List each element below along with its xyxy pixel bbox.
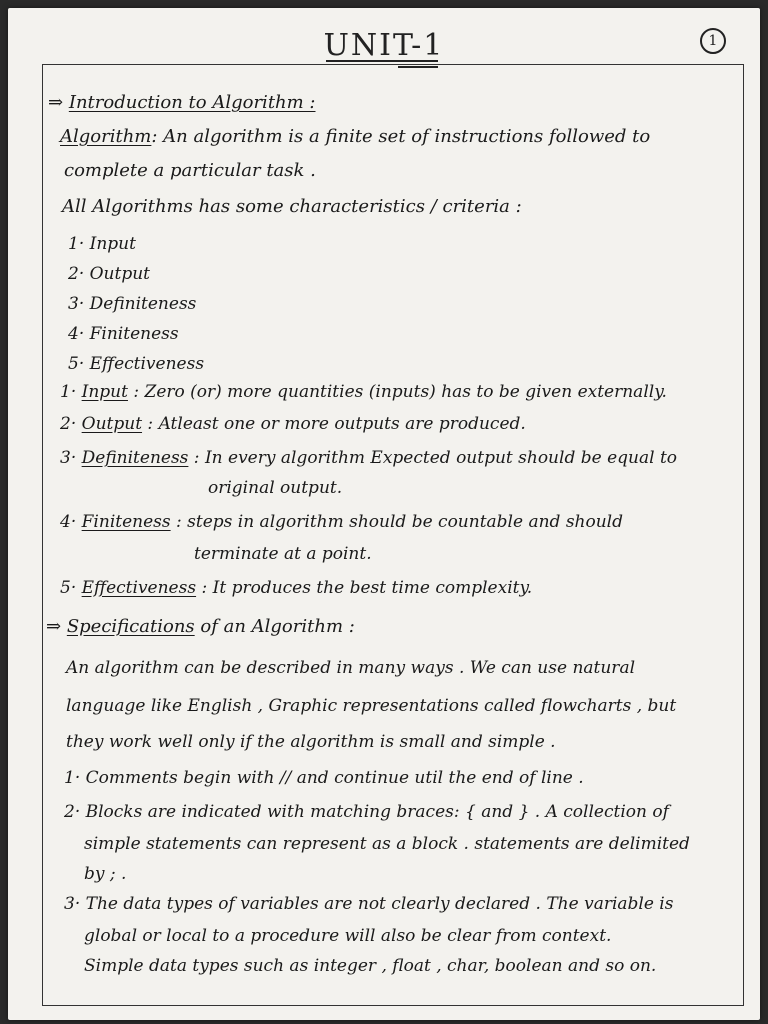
detail-output xyxy=(60,414,526,434)
specs-paragraph-line: they work well only if the algorithm is small and simple . xyxy=(66,732,556,752)
definition-term: Algorithm xyxy=(60,126,152,147)
page-number: 1 xyxy=(700,28,726,54)
detail-effectiveness xyxy=(60,578,532,598)
detail-continuation: original output. xyxy=(208,478,343,498)
detail-input xyxy=(60,382,667,402)
spec-item-continuation: Simple data types such as integer , float , char, boolean and so on. xyxy=(84,956,657,976)
specs-paragraph-line: language like English , Graphic representations called flowcharts , but xyxy=(66,696,677,716)
specs-heading-term: Specifications xyxy=(66,616,195,637)
detail-text: : steps in algorithm should be countable and should xyxy=(170,512,623,532)
specs-paragraph-line: An algorithm can be described in many ways . We can use natural xyxy=(66,658,636,678)
characteristics-heading: All Algorithms has some characteristics / criteria : xyxy=(62,196,522,217)
detail-number: 3· xyxy=(60,448,77,468)
detail-text: : Atleast one or more outputs are produced. xyxy=(142,414,526,434)
detail-text: : In every algorithm Expected output should be equal to xyxy=(188,448,678,468)
detail-definiteness xyxy=(60,448,677,468)
detail-number: 2· xyxy=(60,414,77,434)
specs-heading-rest: of an Algorithm : xyxy=(194,616,355,637)
spec-item-continuation: simple statements can represent as a block . statements are delimited xyxy=(84,834,690,854)
page-title: UNIT-1 xyxy=(323,28,445,63)
title-underline xyxy=(326,60,438,62)
detail-number: 1· xyxy=(60,382,77,402)
detail-term: Output xyxy=(81,414,143,434)
spec-item-blocks: 2· Blocks are indicated with matching braces: { and } . A collection of xyxy=(64,802,669,822)
list-item: 4· Finiteness xyxy=(68,324,179,344)
detail-number: 4· xyxy=(60,512,77,532)
detail-term: Input xyxy=(81,382,128,402)
spec-item-continuation: by ; . xyxy=(84,864,127,884)
detail-finiteness xyxy=(60,512,623,532)
intro-heading xyxy=(48,92,316,113)
definition-continuation: complete a particular task . xyxy=(64,160,316,181)
arrow-icon: ⇒ xyxy=(48,92,64,113)
spec-item-comments: 1· Comments begin with // and continue util the end of line . xyxy=(64,768,584,788)
arrow-icon: ⇒ xyxy=(46,616,62,637)
specs-heading xyxy=(46,616,355,637)
notebook-page xyxy=(8,8,760,1020)
spec-item-datatypes: 3· The data types of variables are not clearly declared . The variable is xyxy=(64,894,674,914)
list-item: 5· Effectiveness xyxy=(68,354,205,374)
detail-term: Definiteness xyxy=(81,448,189,468)
detail-continuation: terminate at a point. xyxy=(194,544,372,564)
definition-text: : An algorithm is a finite set of instructions followed to xyxy=(151,126,651,147)
detail-term: Finiteness xyxy=(81,512,171,532)
spec-item-continuation: global or local to a procedure will also be clear from context. xyxy=(84,926,612,946)
detail-number: 5· xyxy=(60,578,77,598)
algorithm-definition xyxy=(60,126,650,147)
detail-term: Effectiveness xyxy=(81,578,197,598)
list-item: 3· Definiteness xyxy=(68,294,197,314)
intro-heading-text: Introduction to Algorithm : xyxy=(68,92,316,113)
list-item: 1· Input xyxy=(68,234,136,254)
detail-text: : It produces the best time complexity. xyxy=(196,578,533,598)
list-item: 2· Output xyxy=(68,264,151,284)
detail-text: : Zero (or) more quantities (inputs) has to be given externally. xyxy=(127,382,667,402)
